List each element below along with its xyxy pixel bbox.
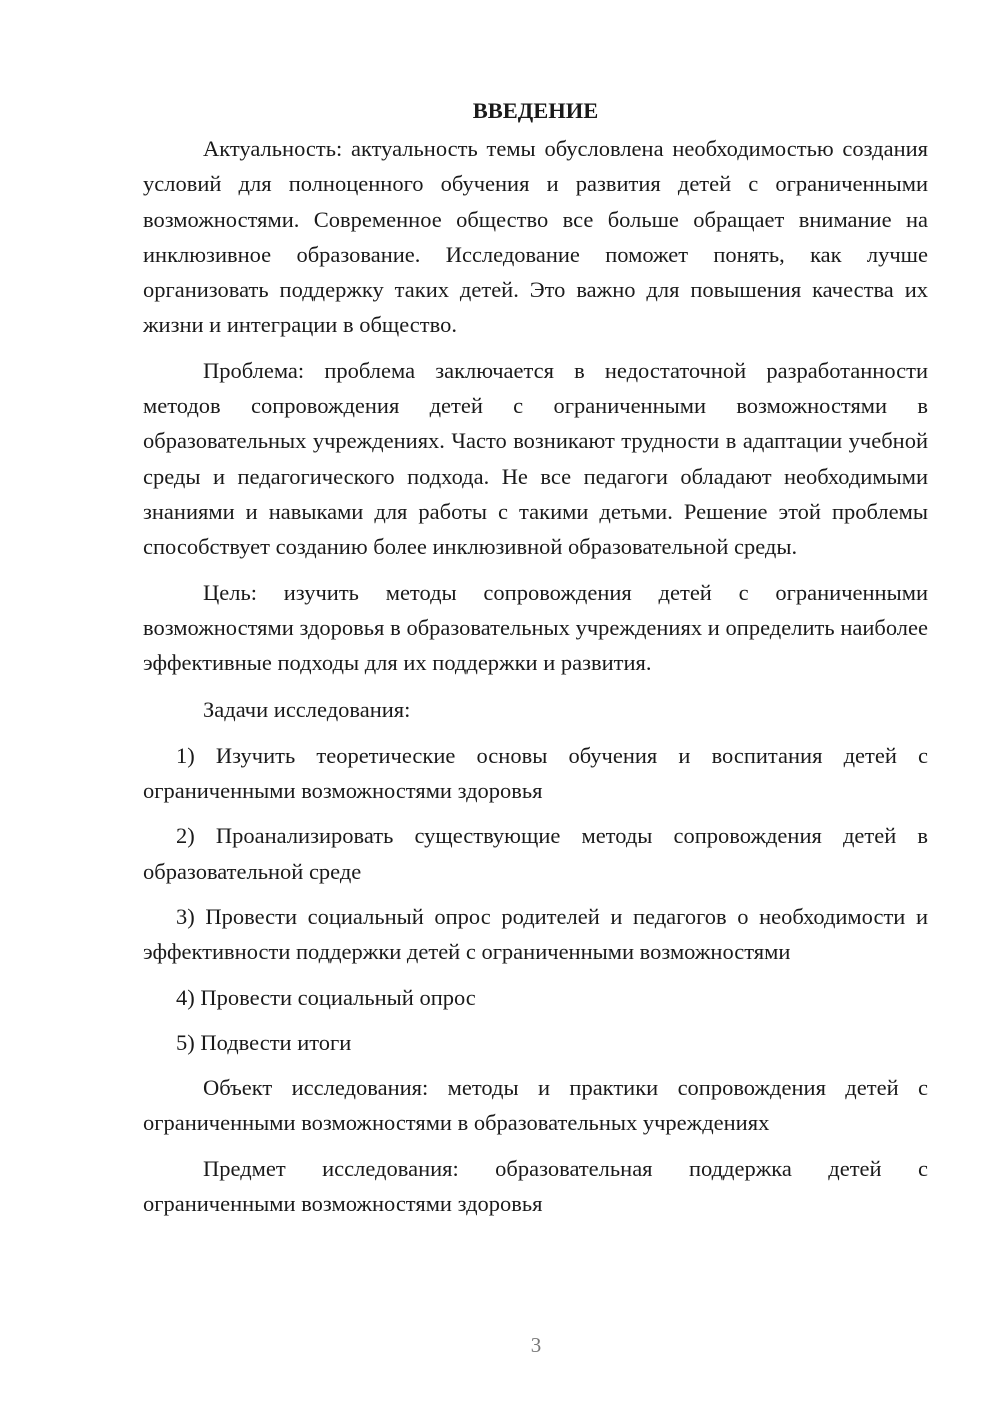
paragraph-object: Объект исследования: методы и практики сопровождения детей с ограниченными возможностями в образовательных учреждениях xyxy=(143,1075,928,1136)
task-item-4: 4) Провести социальный опрос xyxy=(176,984,476,1010)
tasks-heading: Задачи исследования: xyxy=(203,697,411,723)
task-item-1: 1) Изучить теоретические основы обучения и воспитания детей с ограниченными возможностями здоровья xyxy=(143,742,928,804)
paragraph-goal: Цель: изучить методы сопровождения детей с ограниченными возможностями здоровья в образовательных учреждениях и определить наиболее эффективные подходы для их поддержки и развития. xyxy=(143,579,928,676)
task-item-3: 3) Провести социальный опрос родителей и педагогов о необходимости и эффективности поддержки детей с ограниченными возможностями xyxy=(143,903,928,965)
page-title: ВВЕДЕНИЕ xyxy=(472,98,599,123)
task-item-5: 5) Подвести итоги xyxy=(176,1029,352,1055)
paragraph-subject: Предмет исследования: образовательная поддержка детей с ограниченными возможностями здоровья xyxy=(143,1155,928,1217)
paragraph-problem: Проблема: проблема заключается в недостаточной разработанности методов сопровождения детей с ограниченными возможностями в образовательных учреждениях. Часто возникают трудности в адаптации учебной среды и педагогического подхода. Не все педагоги обладают необходимыми знаниями и навыками для работы с такими детьми. Решение этой проблемы способствует созданию более инклюзивной образовательной среды. xyxy=(143,357,928,560)
task-item-2: 2) Проанализировать существующие методы сопровождения детей в образовательной среде xyxy=(143,823,928,884)
page-content xyxy=(143,92,928,1221)
paragraph-relevance: Актуальность: актуальность темы обусловлена необходимостью создания условий для полноценного обучения и развития детей с ограниченными возможностями. Современное общество все больше обращает внимание на инклюзивное образование. Исследование поможет понять, как лучше организовать поддержку таких детей. Это важно для повышения качества их жизни и интеграции в общество. xyxy=(143,136,928,338)
page-number: 3 xyxy=(530,1333,542,1357)
